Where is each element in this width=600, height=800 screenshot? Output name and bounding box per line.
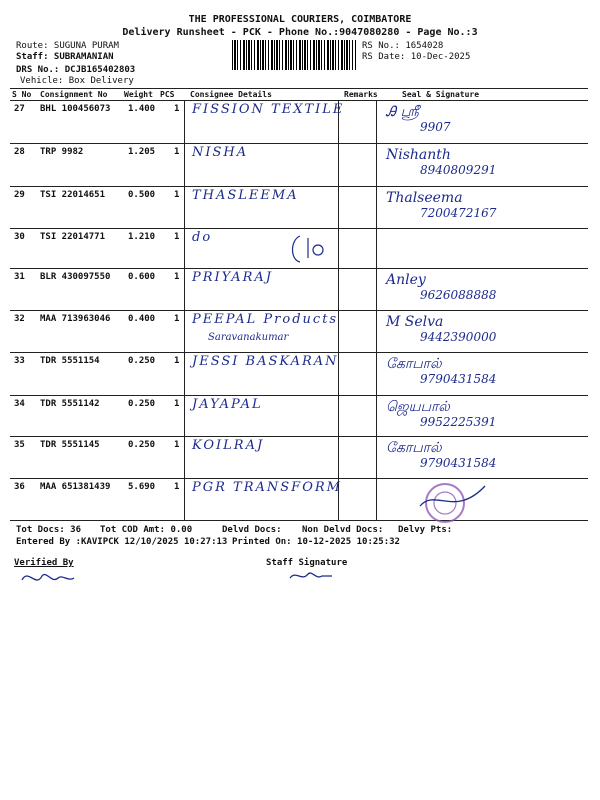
row-phone: 9626088888 — [420, 288, 497, 302]
seal-stamp — [410, 478, 490, 524]
table-row — [0, 268, 600, 310]
ditto-mark — [190, 228, 340, 268]
table-row — [0, 395, 600, 436]
row-consignment-no: MAA 713963046 — [40, 314, 111, 324]
col-weight: Weight — [124, 90, 153, 99]
row-consignee-2: Saravanakumar — [208, 332, 289, 343]
table-top-rule — [10, 88, 588, 89]
delvd-docs: Delvd Docs: — [222, 525, 282, 535]
non-delvd-docs: Non Delvd Docs: — [302, 525, 384, 535]
row-signature: Ꭿ ஸ்ரீ — [386, 104, 419, 120]
row-signature: கோபால் — [386, 356, 442, 372]
row-consignee: NISHA — [192, 145, 249, 160]
verified-by-label: Verified By — [14, 558, 74, 568]
row-phone: 9907 — [420, 120, 451, 134]
row-signature: Nishanth — [386, 147, 451, 163]
rs-date: RS Date: 10-Dec-2025 — [362, 52, 471, 62]
row-pcs: 1 — [174, 147, 180, 157]
row-weight: 1.400 — [128, 104, 156, 114]
row-consignment-no: TDR 5551142 — [40, 399, 100, 409]
row-signature: Anley — [386, 272, 426, 288]
row-sno: 35 — [14, 440, 25, 450]
row-pcs: 1 — [174, 272, 180, 282]
row-sno: 29 — [14, 190, 25, 200]
col-remarks: Remarks — [344, 90, 378, 99]
row-signature: கோபால் — [386, 440, 442, 456]
row-signature: ஜெயபால் — [386, 399, 450, 415]
route: Route: SUGUNA PURAM — [16, 41, 119, 51]
row-pcs: 1 — [174, 482, 180, 492]
row-sno: 27 — [14, 104, 25, 114]
row-weight: 0.400 — [128, 314, 156, 324]
row-phone: 7200472167 — [420, 206, 497, 220]
row-consignee: KOILRAJ — [192, 438, 265, 453]
row-phone: 9952225391 — [420, 415, 497, 429]
row-weight: 0.500 — [128, 190, 156, 200]
entered-by: Entered By :KAVIPCK 12/10/2025 10:27:13 — [16, 537, 228, 547]
row-consignee: FISSION TEXTILE — [192, 102, 345, 117]
table-row — [0, 143, 600, 186]
table-row — [0, 352, 600, 395]
staff-signature — [286, 566, 336, 586]
row-pcs: 1 — [174, 104, 180, 114]
row-sno: 33 — [14, 356, 25, 366]
row-phone: 9790431584 — [420, 456, 497, 470]
runsheet-subtitle: Delivery Runsheet - PCK - Phone No.:9047080280 - Page No.:3 — [122, 27, 478, 38]
row-pcs: 1 — [174, 356, 180, 366]
row-weight: 0.250 — [128, 399, 156, 409]
vehicle: Vehicle: Box Delivery — [20, 76, 134, 86]
row-consignee: JAYAPAL — [192, 397, 263, 412]
row-weight: 1.205 — [128, 147, 156, 157]
col-seal: Seal & Signature — [402, 90, 480, 99]
row-signature: M Selva — [386, 314, 444, 330]
row-pcs: 1 — [174, 399, 180, 409]
row-consignment-no: TSI 22014651 — [40, 190, 106, 200]
delvy-pts: Delvy Pts: — [398, 525, 453, 535]
row-sno: 30 — [14, 232, 25, 242]
row-consignee: PEEPAL Products — [192, 312, 339, 327]
row-consignee: PRIYARAJ — [192, 270, 274, 285]
row-consignee: JESSI BASKARAN — [192, 354, 339, 369]
row-consignee: do — [192, 230, 213, 245]
row-consignment-no: TSI 22014771 — [40, 232, 106, 242]
row-sno: 28 — [14, 147, 25, 157]
col-sno: S No — [12, 90, 32, 99]
row-sno: 32 — [14, 314, 25, 324]
row-sno: 31 — [14, 272, 25, 282]
table-row — [0, 436, 600, 478]
table-row — [0, 478, 600, 520]
col-pcs: PCS — [160, 90, 175, 99]
row-signature: Thalseema — [386, 190, 463, 206]
table-row — [0, 310, 600, 352]
row-sno: 36 — [14, 482, 25, 492]
tot-cod: Tot COD Amt: 0.00 — [100, 525, 193, 535]
row-consignment-no: TRP 9982 — [40, 147, 84, 157]
table-bottom-rule — [10, 520, 588, 521]
row-weight: 0.600 — [128, 272, 156, 282]
row-weight: 1.210 — [128, 232, 156, 242]
drs-barcode — [232, 40, 356, 70]
row-weight: 0.250 — [128, 356, 156, 366]
row-phone: 9442390000 — [420, 330, 497, 344]
row-pcs: 1 — [174, 440, 180, 450]
row-consignee: THASLEEMA — [192, 188, 299, 203]
printed-on: Printed On: 10-12-2025 10:25:32 — [232, 537, 400, 547]
row-sno: 34 — [14, 399, 25, 409]
row-weight: 5.690 — [128, 482, 156, 492]
table-row — [0, 100, 600, 143]
row-consignment-no: BLR 430097550 — [40, 272, 111, 282]
staff-signature-label: Staff Signature — [266, 558, 348, 568]
row-consignment-no: BHL 100456073 — [40, 104, 111, 114]
col-consignee: Consignee Details — [190, 90, 272, 99]
row-phone: 8940809291 — [420, 163, 497, 177]
verifier-signature — [18, 566, 78, 590]
row-consignee: PGR TRANSFORM — [192, 480, 342, 495]
row-phone: 9790431584 — [420, 372, 497, 386]
table-row — [0, 186, 600, 228]
row-consignment-no: MAA 651381439 — [40, 482, 111, 492]
staff: Staff: SUBRAMANIAN — [16, 52, 114, 62]
row-consignment-no: TDR 5551145 — [40, 440, 100, 450]
col-consignment: Consignment No — [40, 90, 108, 99]
company-title: THE PROFESSIONAL COURIERS, COIMBATORE — [188, 14, 412, 25]
tot-docs: Tot Docs: 36 — [16, 525, 82, 535]
drs-no: DRS No.: DCJB165402803 — [16, 65, 136, 75]
rs-no: RS No.: 1654028 — [362, 41, 444, 51]
row-consignment-no: TDR 5551154 — [40, 356, 100, 366]
row-pcs: 1 — [174, 232, 180, 242]
row-weight: 0.250 — [128, 440, 156, 450]
row-pcs: 1 — [174, 190, 180, 200]
row-pcs: 1 — [174, 314, 180, 324]
